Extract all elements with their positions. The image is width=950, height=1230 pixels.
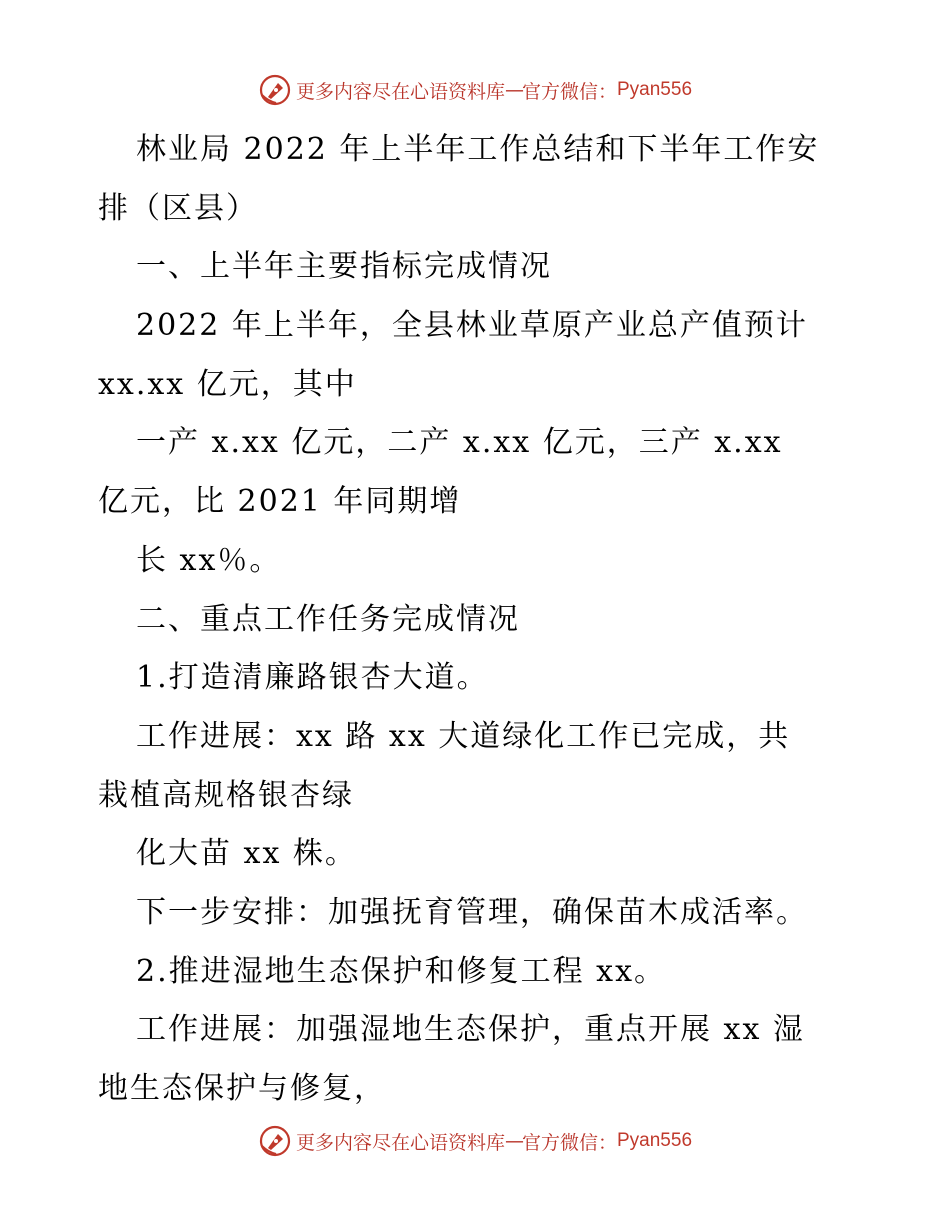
watermark-dash: — bbox=[504, 1130, 522, 1152]
section-heading-1: 一、上半年主要指标完成情况 bbox=[136, 249, 552, 285]
watermark-header bbox=[0, 70, 950, 110]
paragraph-line: 长 xx％。 bbox=[136, 542, 282, 578]
watermark-text: 更多内容尽在心语资料库 bbox=[295, 1131, 505, 1154]
task-heading-2: 2.推进湿地生态保护和修复工程 xx。 bbox=[136, 953, 666, 989]
paragraph-line: xx.xx 亿元，其中 bbox=[98, 366, 357, 402]
doc-title-line-2: 排（区县） bbox=[98, 190, 258, 226]
watermark-text: 更多内容尽在心语资料库 bbox=[295, 80, 505, 103]
paragraph-line: 2022 年上半年，全县林业草原产业总产值预计 bbox=[136, 308, 808, 344]
paragraph-line: 地生态保护与修复， bbox=[98, 1071, 386, 1106]
watermark-official-label: 官方微信： bbox=[521, 80, 617, 103]
paragraph-line: 化大苗 xx 株。 bbox=[136, 836, 357, 872]
paragraph-line: 栽植高规格银杏绿 bbox=[98, 777, 354, 813]
watermark-dash: — bbox=[504, 79, 522, 101]
paragraph-line: 一产 x.xx 亿元，二产 x.xx 亿元，三产 x.xx bbox=[136, 425, 783, 461]
pen-nib-logo-icon bbox=[258, 1124, 292, 1158]
paragraph-line: 工作进展：加强湿地生态保护，重点开展 xx 湿 bbox=[136, 1012, 805, 1048]
paragraph-line: 亿元，比 2021 年同期增 bbox=[98, 484, 462, 520]
document-body bbox=[98, 121, 858, 1119]
watermark-footer bbox=[0, 1121, 950, 1161]
paragraph-line: 下一步安排：加强抚育管理，确保苗木成活率。 bbox=[136, 894, 808, 930]
section-heading-2: 二、重点工作任务完成情况 bbox=[136, 601, 520, 637]
doc-title-line-1: 林业局 2022 年上半年工作总结和下半年工作安 bbox=[136, 132, 820, 167]
paragraph-line: 工作进展：xx 路 xx 大道绿化工作已完成，共 bbox=[136, 718, 791, 754]
watermark-official-label: 官方微信： bbox=[521, 1131, 617, 1154]
watermark-account: Pyan556 bbox=[617, 1130, 693, 1151]
watermark-account: Pyan556 bbox=[617, 79, 693, 100]
task-heading-1: 1.打造清廉路银杏大道。 bbox=[136, 660, 489, 696]
pen-nib-logo-icon bbox=[258, 73, 292, 107]
